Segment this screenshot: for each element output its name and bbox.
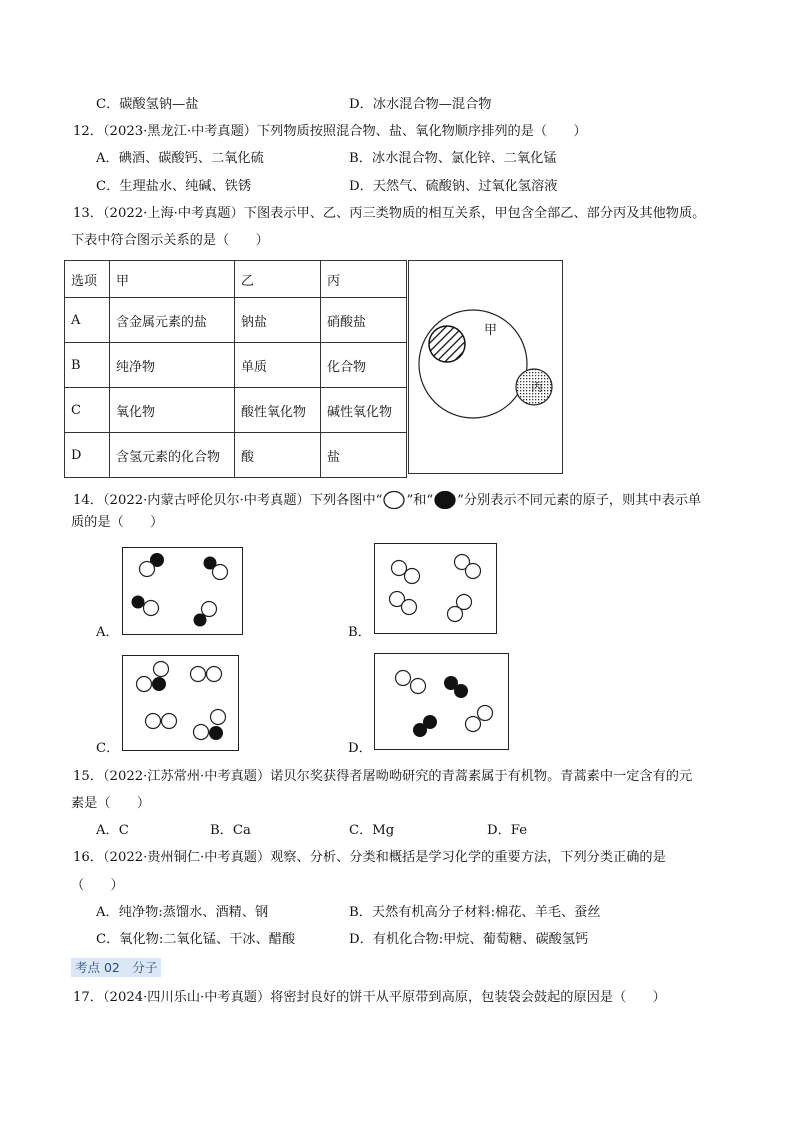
q14-box-b — [374, 543, 497, 634]
table-cell: D — [65, 433, 110, 478]
q12-option-d: D．天然气、硫酸钠、过氧化氢溶液 — [349, 179, 558, 194]
q15-option-d: D．Fe — [487, 823, 527, 838]
bing-label: 丙 — [531, 380, 544, 394]
q14-stem-line1 — [73, 490, 701, 510]
q12-option-c: C．生理盐水、纯碱、铁锈 — [96, 179, 252, 194]
table-cell: 碱性氧化物 — [321, 388, 407, 433]
table-cell: 盐 — [321, 433, 407, 478]
q16-option-c: C．氧化物:二氧化锰、干冰、醋酸 — [96, 932, 296, 947]
q16-stem-line1: 16．（2022·贵州铜仁·中考真题）观察、分析、分类和概括是学习化学的重要方法，下列分类正确的是 — [73, 850, 666, 865]
q15-stem-line2: 素是（ ） — [71, 796, 151, 811]
q13-stem-line2: 下表中符合图示关系的是（ ） — [71, 233, 269, 248]
table-cell: B — [65, 343, 110, 388]
q11-option-d: D．冰水混合物—混合物 — [349, 97, 492, 112]
table-header-cell: 丙 — [321, 261, 407, 298]
q14-box-a — [122, 547, 243, 635]
table-header-cell: 甲 — [110, 261, 235, 298]
q14-label-d: D． — [348, 741, 372, 756]
table-cell: 酸性氧化物 — [235, 388, 321, 433]
q16-stem-line2: （ ） — [71, 878, 124, 893]
q16-option-d: D．有机化合物:甲烷、葡萄糖、碳酸氢钙 — [349, 932, 589, 947]
q14-label-a: A． — [96, 625, 119, 640]
table-cell: 氧化物 — [110, 388, 235, 433]
q13-options-table — [64, 260, 407, 478]
q16-option-a: A．纯净物:蒸馏水、酒精、钢 — [96, 905, 269, 920]
table-cell: 含氢元素的化合物 — [110, 433, 235, 478]
table-cell: 纯净物 — [110, 343, 235, 388]
q14-stem-part2: ”和“ — [406, 493, 434, 508]
black-atom-icon — [434, 490, 456, 510]
jia-label: 甲 — [484, 323, 498, 338]
table-cell: 酸 — [235, 433, 321, 478]
q15-option-c: C．Mg — [349, 823, 395, 838]
q14-box-d — [374, 653, 509, 750]
q12-stem: 12．（2023·黑龙江·中考真题）下列物质按照混合物、盐、氧化物顺序排列的是（ ） — [73, 124, 587, 139]
q15-stem-line1: 15．（2022·江苏常州·中考真题）诺贝尔奖获得者屠呦呦研究的青蒿素属于有机物。青蒿素中一定含有的元 — [73, 769, 693, 784]
table-row — [65, 433, 407, 478]
q12-option-b: B．冰水混合物、氯化锌、二氧化锰 — [349, 151, 557, 166]
yi-circle — [429, 326, 465, 362]
q17-stem: 17．（2024·四川乐山·中考真题）将密封良好的饼干从平原带到高原，包装袋会鼓起的原因是（ ） — [73, 990, 666, 1005]
table-header-cell: 乙 — [235, 261, 321, 298]
table-cell: 钠盐 — [235, 298, 321, 343]
q12-option-a: A．碘酒、碳酸钙、二氧化硫 — [96, 151, 264, 166]
table-cell: 硝酸盐 — [321, 298, 407, 343]
jia-circle — [419, 310, 527, 418]
section-heading: 考点 02 分子 — [71, 958, 161, 977]
table-cell: 单质 — [235, 343, 321, 388]
table-cell: A — [65, 298, 110, 343]
q14-stem-part1: 14．（2022·内蒙古呼伦贝尔·中考真题）下列各图中“ — [73, 493, 383, 508]
q14-label-c: C． — [96, 741, 120, 756]
table-row — [65, 388, 407, 433]
q14-box-c — [122, 655, 239, 751]
table-cell: 含金属元素的盐 — [110, 298, 235, 343]
white-atom-icon — [383, 490, 405, 510]
q14-stem-line2: 质的是（ ） — [71, 515, 164, 530]
table-header-cell: 选项 — [65, 261, 110, 298]
q11-option-c: C．碳酸氢钠—盐 — [96, 97, 199, 112]
table-row — [65, 343, 407, 388]
table-header-row — [65, 261, 407, 298]
table-cell: 化合物 — [321, 343, 407, 388]
q14-label-b: B． — [348, 625, 371, 640]
q15-option-a: A．C — [96, 823, 129, 838]
table-cell: C — [65, 388, 110, 433]
q14-stem-part3: ”分别表示不同元素的原子，则其中表示单 — [457, 493, 702, 508]
q13-venn-diagram — [408, 260, 563, 474]
q16-option-b: B．天然有机高分子材料:棉花、羊毛、蚕丝 — [349, 905, 601, 920]
table-row — [65, 298, 407, 343]
q13-stem-line1: 13．（2022·上海·中考真题）下图表示甲、乙、丙三类物质的相互关系，甲包含全部乙、部分丙及其他物质。 — [73, 206, 706, 221]
q15-option-b: B．Ca — [210, 823, 251, 838]
